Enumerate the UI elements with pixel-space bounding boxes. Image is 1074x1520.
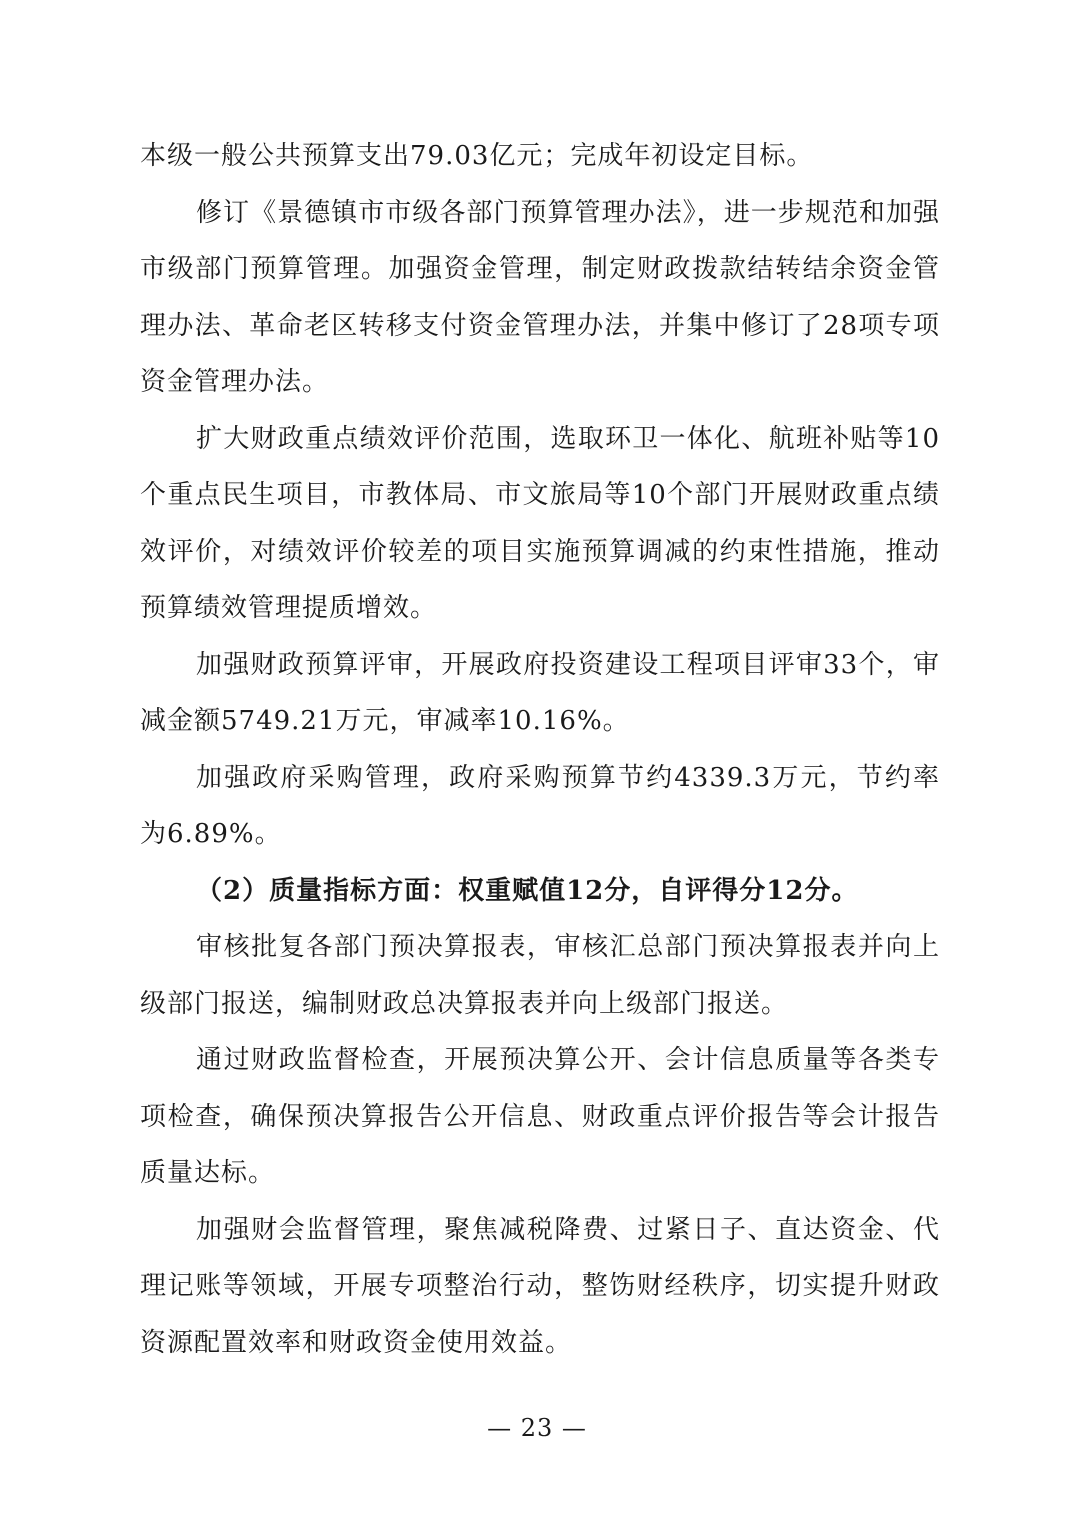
document-body: [140, 128, 940, 1371]
paragraph-6: 审核批复各部门预决算报表，审核汇总部门预决算报表并向上级部门报送，编制财政总决算报表并向上级部门报送。: [140, 932, 940, 1019]
paragraph-3: 扩大财政重点绩效评价范围，选取环卫一体化、航班补贴等10个重点民生项目，市教体局、市文旅局等10个部门开展财政重点绩效评价，对绩效评价较差的项目实施预算调减的约束性措施，推动预算绩效管理提质增效。: [140, 423, 940, 623]
paragraph-2: 修订《景德镇市市级各部门预算管理办法》，进一步规范和加强市级部门预算管理。加强资金管理，制定财政拨款结转结余资金管理办法、革命老区转移支付资金管理办法，并集中修订了28项专项资金管理办法。: [140, 197, 940, 397]
paragraph-7: 通过财政监督检查，开展预决算公开、会计信息质量等各类专项检查，确保预决算报告公开信息、财政重点评价报告等会计报告质量达标。: [140, 1045, 940, 1188]
paragraph-8: 加强财会监督管理，聚焦减税降费、过紧日子、直达资金、代理记账等领域，开展专项整治行动，整饬财经秩序，切实提升财政资源配置效率和财政资金使用效益。: [140, 1214, 940, 1358]
paragraph-4: 加强财政预算评审，开展政府投资建设工程项目评审33个，审减金额5749.21万元，审减率10.16%。: [140, 649, 940, 736]
page-number: — 23 —: [487, 1414, 587, 1442]
paragraph-1: 本级一般公共预算支出79.03亿元；完成年初设定目标。: [140, 141, 814, 171]
section-heading-quality: （2）质量指标方面：权重赋值12分，自评得分12分。: [196, 875, 859, 906]
paragraph-5: 加强政府采购管理，政府采购预算节约4339.3万元，节约率为6.89%。: [140, 762, 940, 849]
